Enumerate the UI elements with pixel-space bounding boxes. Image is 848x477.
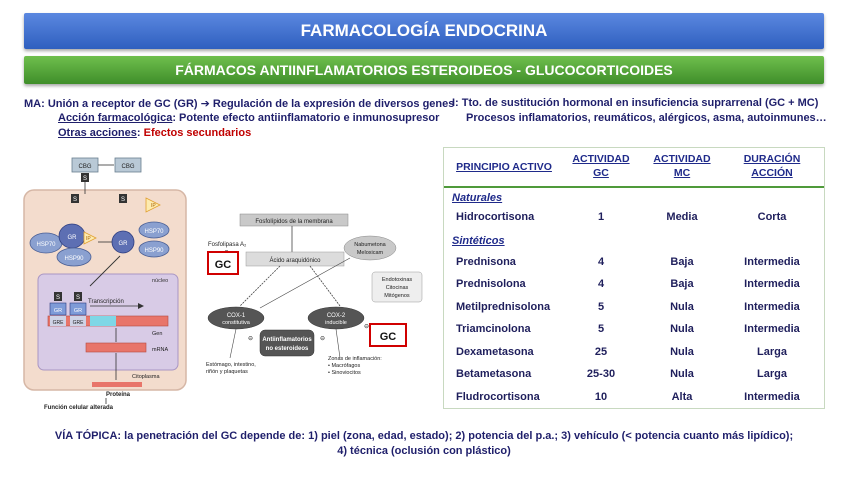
pharmacologic-action-value: : Potente efecto antiinflamatorio e inmunosupresor <box>172 112 440 124</box>
table-row <box>444 318 824 340</box>
table-row <box>444 386 824 408</box>
mrna-label: mRNA <box>152 347 169 353</box>
cell-drug: Triamcinolona <box>456 323 531 335</box>
cbg-label-2: CBG <box>121 164 135 170</box>
cell-duration: Intermedia <box>744 256 800 268</box>
cell-mc: Nula <box>670 323 694 335</box>
cell-mc: Baja <box>670 278 694 290</box>
topical-route-line: VÍA TÓPICA: la penetración del GC depende de: 1) piel (zona, edad, estado); 2) potencia del p.a.; 3) vehículo (< potencia cuanto más lipídico); <box>54 430 794 442</box>
cell-drug: Prednisona <box>456 256 516 268</box>
section-sinteticos: Sintéticos <box>452 235 505 247</box>
cell-drug: Fludrocortisona <box>456 391 540 403</box>
col-header-mc <box>640 152 724 180</box>
cell-gc: 10 <box>594 391 608 403</box>
table-row <box>444 251 824 273</box>
topical-route-line-2: 4) técnica (oclusión con plástico) <box>337 445 511 457</box>
cell-function-label: Función celular alterada <box>44 405 114 411</box>
gre-label-2: GRE <box>72 320 84 326</box>
cell-drug: Hidrocortisona <box>456 211 535 223</box>
inhibition-mark-3: ⊖ <box>248 336 254 342</box>
phospholipase-label: Fosfolipasa A₂ <box>208 242 247 248</box>
cell-mc: Media <box>666 211 698 223</box>
hsp70-label-1: HSP70 <box>36 242 56 248</box>
cell-drug: Metilprednisolona <box>456 301 551 313</box>
cell-duration: Intermedia <box>744 391 800 403</box>
cell-gc: 4 <box>597 278 605 290</box>
steroid-marker-1: S <box>82 176 88 182</box>
factor-label-2: Mitógenos <box>384 293 410 299</box>
other-actions-label: Otras acciones <box>58 127 137 139</box>
table-header <box>444 148 824 188</box>
cox2-label-0: COX-2 <box>326 313 346 319</box>
cell-duration: Corta <box>757 211 787 223</box>
col-header-mc-line1: ACTIVIDAD <box>653 153 711 165</box>
factor-label-1: Citocinas <box>385 285 409 291</box>
cell-drug: Betametasona <box>456 368 532 380</box>
stomach-label-1: riñón y plaquetas <box>206 369 248 375</box>
col-header-gc-line2: GC <box>593 167 609 179</box>
cell-gc: 4 <box>597 256 605 268</box>
inflammation-label-0: Zonas de inflamación: <box>328 356 382 362</box>
mechanism-line: MA: Unión a receptor de GC (GR) ➔ Regulación de la expresión de diversos genes <box>24 98 455 110</box>
table-row <box>444 296 824 318</box>
col-header-duration <box>726 152 818 180</box>
cell-gc: 5 <box>597 323 605 335</box>
gre-label-1: GRE <box>52 320 64 326</box>
cell-duration: Larga <box>757 346 787 358</box>
nucleus-label: núcleo <box>152 278 169 284</box>
other-actions-sep: : <box>136 127 144 139</box>
cell-drug: Dexametasona <box>456 346 534 358</box>
section-subtitle: FÁRMACOS ANTIINFLAMATORIOS ESTEROIDEOS - GLUCOCORTICOIDES <box>24 56 824 84</box>
steroid-marker-2: S <box>72 197 78 203</box>
cell-duration: Intermedia <box>744 278 800 290</box>
inhibition-mark-4: ⊖ <box>320 336 326 342</box>
gr-label-1: GR <box>67 235 77 241</box>
table-row <box>444 206 824 228</box>
pharmacologic-action-line <box>58 112 439 124</box>
cell-duration: Intermedia <box>744 323 800 335</box>
nsaid-label-1: no esteroideos <box>265 346 309 352</box>
cbg-label-1: CBG <box>78 164 92 170</box>
meloxicam-label: Meloxicam <box>356 250 384 256</box>
col-header-mc-line2: MC <box>673 167 691 179</box>
cell-duration: Larga <box>757 368 787 380</box>
cell-gc: 1 <box>597 211 605 223</box>
gr-label-4: GR <box>73 308 83 314</box>
gr-label-2: GR <box>118 241 128 247</box>
ip-label-2: IP <box>86 236 91 242</box>
col-header-principle: PRINCIPIO ACTIVO <box>456 161 552 173</box>
other-actions-line <box>58 127 251 139</box>
table-row <box>444 341 824 363</box>
cox1-label-1: constitutiva <box>222 320 250 326</box>
cell-mc: Nula <box>670 346 694 358</box>
nsaid-label-0: Antiinflamatorios <box>262 337 312 343</box>
hsp70-label-2: HSP70 <box>144 229 164 235</box>
gc-box-1: GC <box>214 259 232 271</box>
main-title: FARMACOLOGÍA ENDOCRINA <box>24 13 824 49</box>
table-row <box>444 363 824 385</box>
phospholipids-label: Fosfolípidos de la membrana <box>255 219 333 225</box>
stomach-label-0: Estómago, intestino, <box>206 362 256 368</box>
inflammation-label-2: • Sinoviocitos <box>328 370 361 376</box>
gene-label: Gen <box>152 331 163 337</box>
cell-gc: 25 <box>594 346 608 358</box>
hsp90-label-1: HSP90 <box>64 256 84 262</box>
cell-gc: 5 <box>597 301 605 313</box>
hsp90-label-2: HSP90 <box>144 248 164 254</box>
other-actions-value: Efectos secundarios <box>143 127 252 139</box>
steroid-marker-5: S <box>75 295 81 301</box>
indications-line-2: Procesos inflamatorios, reumáticos, alérgicos, asma, autoinmunes… <box>466 112 827 124</box>
cox1-label-0: COX-1 <box>226 313 246 319</box>
pharmacologic-action-label: Acción farmacológica <box>58 112 173 124</box>
cell-mc: Alta <box>671 391 693 403</box>
nabumetone-label: Nabumetona <box>354 242 386 248</box>
cell-mc: Nula <box>670 301 694 313</box>
cell-mc: Baja <box>670 256 694 268</box>
glucocorticoid-mechanism-figure <box>20 156 216 411</box>
gr-label-3: GR <box>53 308 63 314</box>
cell-gc: 25-30 <box>586 368 616 380</box>
arachidonic-acid-label: Ácido araquidónico <box>269 258 321 264</box>
gc-box-2: GC <box>379 331 397 343</box>
protein-label: Proteína <box>106 392 131 398</box>
inhibition-mark-2: ⊖ <box>364 324 370 330</box>
col-header-gc <box>559 152 643 180</box>
cytoplasm-label: Citoplasma <box>132 374 160 380</box>
arachidonic-pathway-figure <box>200 208 440 384</box>
cell-mc: Nula <box>670 368 694 380</box>
cell-duration: Intermedia <box>744 301 800 313</box>
transcription-label: Transcripción <box>88 299 124 305</box>
col-header-duration-line2: ACCIÓN <box>751 167 793 179</box>
glucocorticoid-table <box>443 147 825 409</box>
factor-label-0: Endotoxinas <box>381 277 413 283</box>
table-row <box>444 273 824 295</box>
indications-line: I: Tto. de sustitución hormonal en insuficiencia suprarrenal (GC + MC) <box>452 97 819 109</box>
cell-drug: Prednisolona <box>456 278 526 290</box>
steroid-marker-4: S <box>55 295 61 301</box>
section-naturales: Naturales <box>452 192 503 204</box>
ip-label-1: IP <box>151 203 156 209</box>
steroid-marker-3: S <box>120 197 126 203</box>
inflammation-label-1: • Macrófagos <box>328 363 361 369</box>
col-header-duration-line1: DURACIÓN <box>743 153 801 165</box>
cox2-label-1: inducible <box>325 320 347 326</box>
col-header-gc-line1: ACTIVIDAD <box>572 153 630 165</box>
